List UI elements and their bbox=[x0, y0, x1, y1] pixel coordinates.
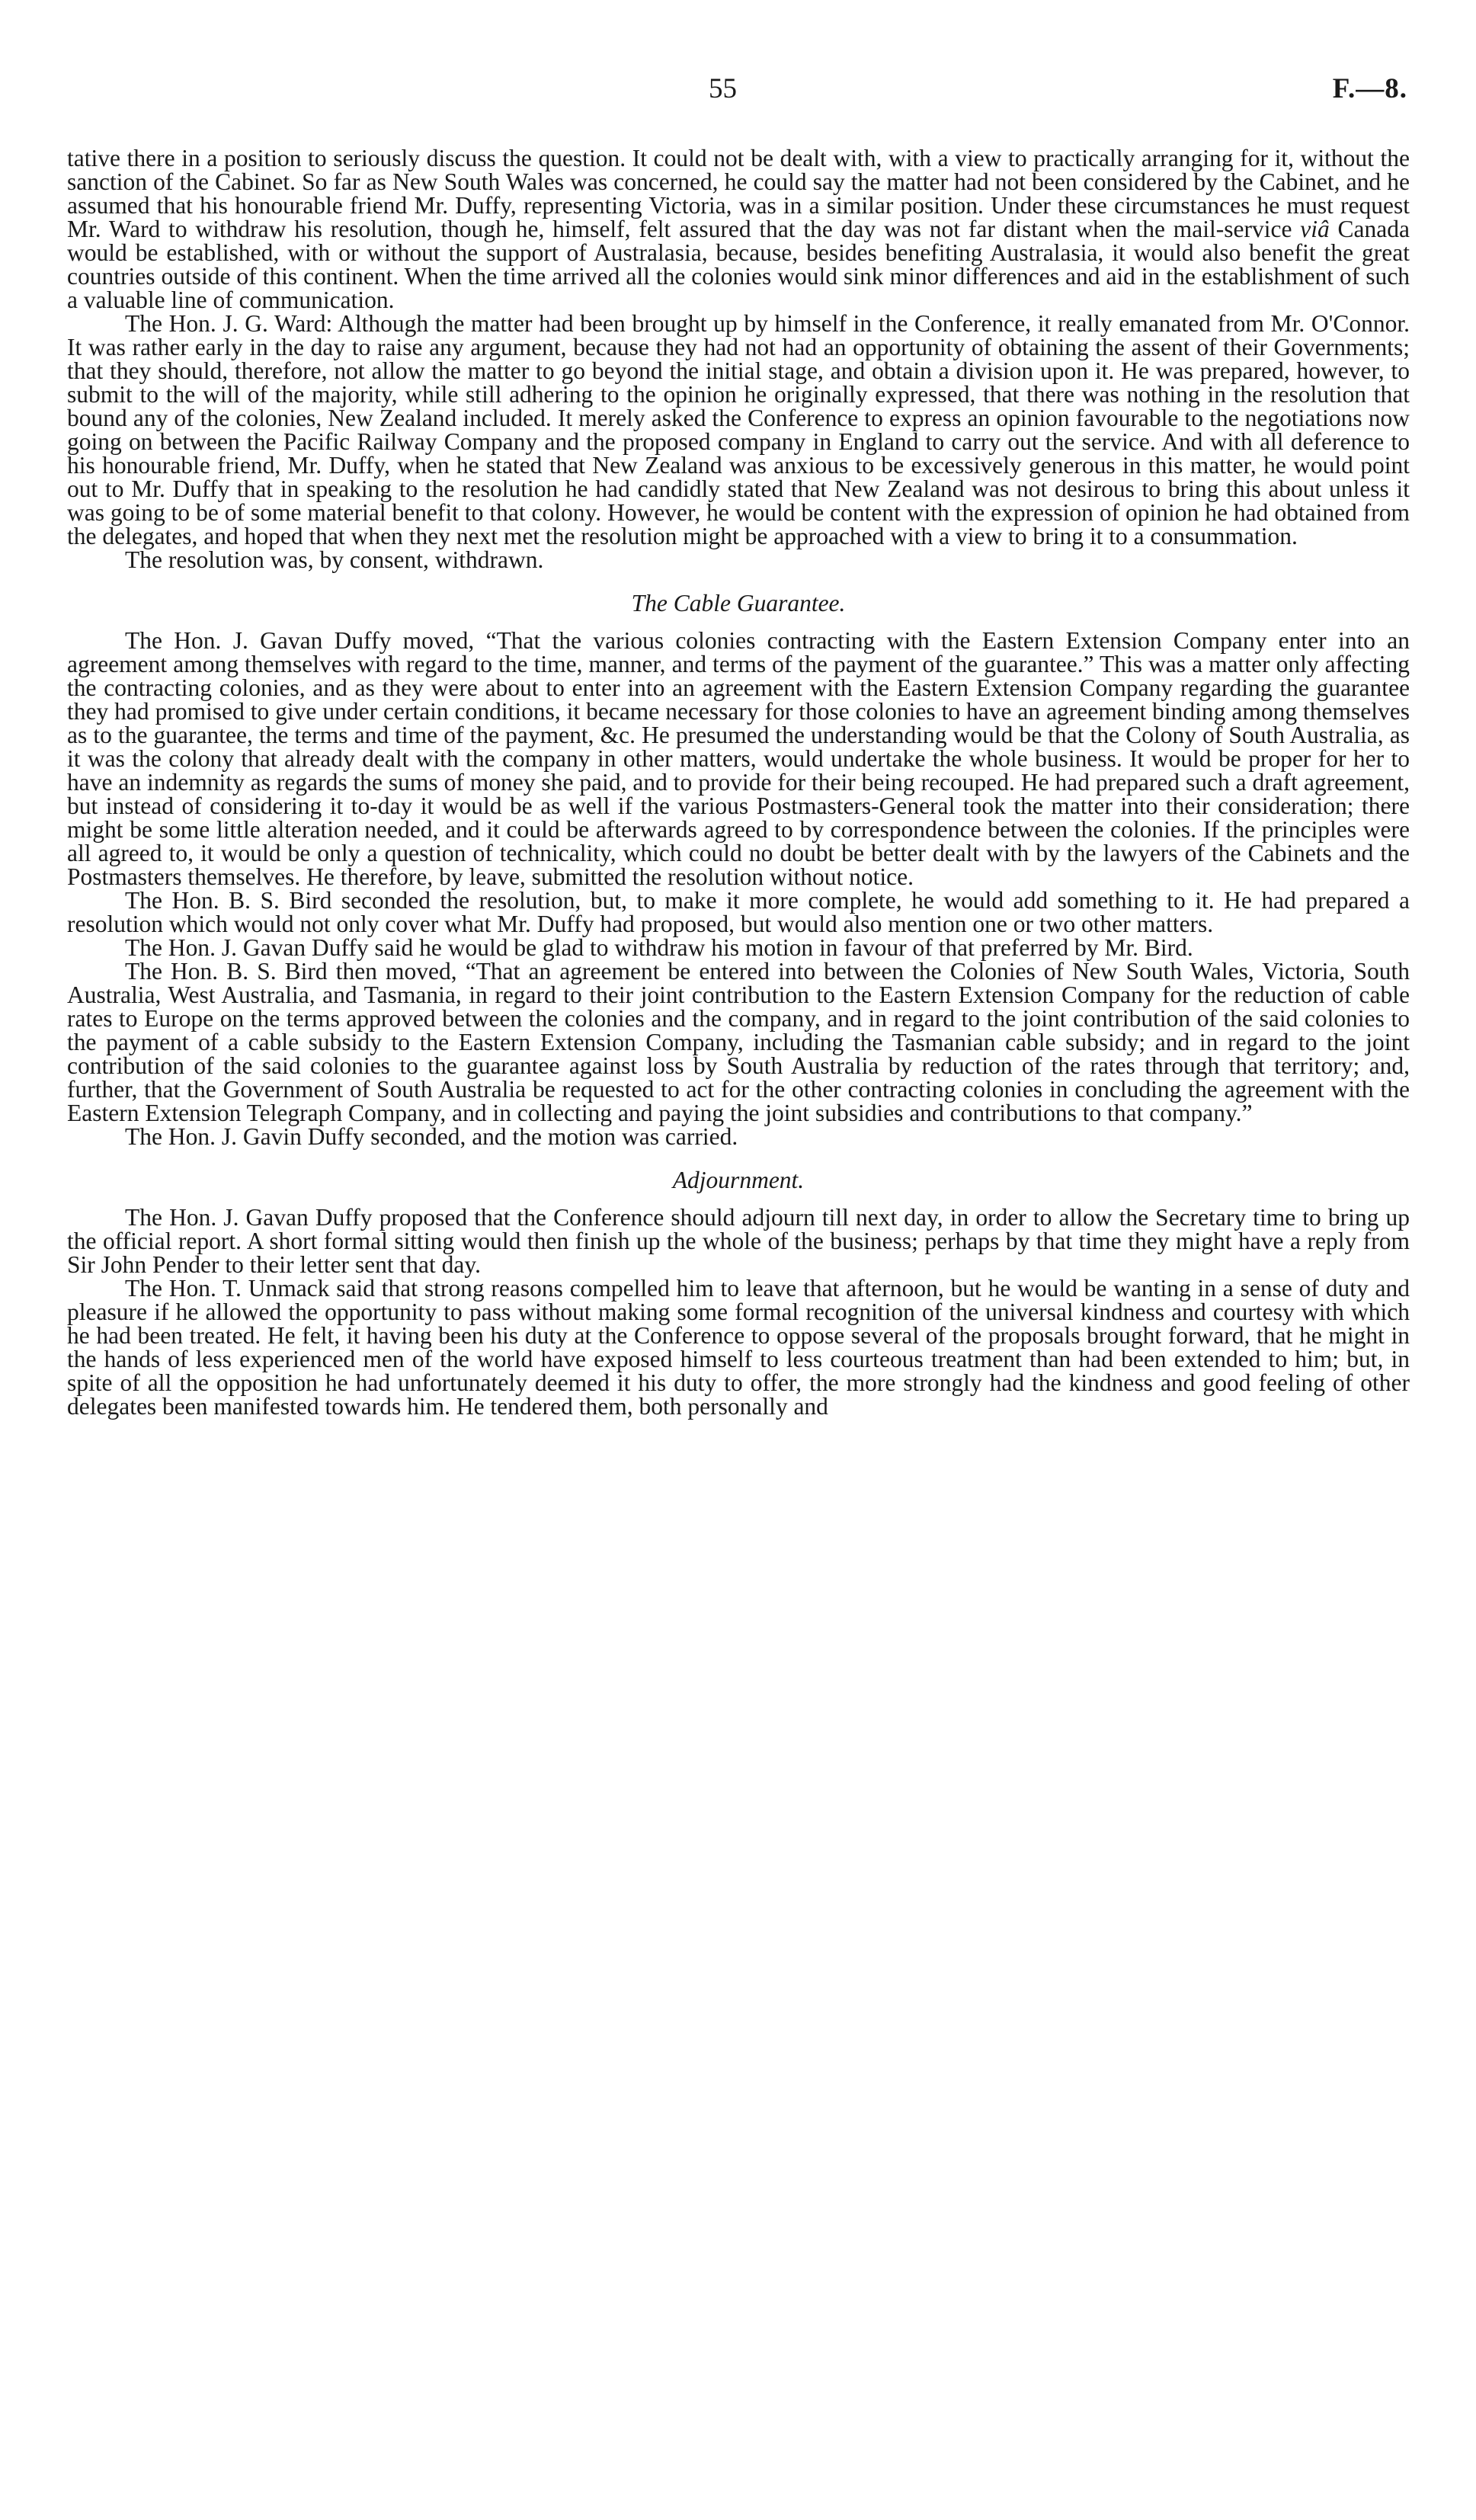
paragraph: The Hon. J. Gavan Duffy moved, “That the various colonies contracting with the Eastern Extension Company enter into an agreement among themselves with regard to the time, manner, and terms of the payment of the guarantee.” This was a matter only affecting the contracting colonies, and as they were about to enter into an agreement with the Eastern Extension Company regarding the guarantee they had promised to give under certain conditions, it became necessary for those colonies to have an agreement binding among themselves as to the guarantee, the terms and time of the payment, &c. He presumed the understanding would be that the Colony of South Australia, as it was the colony that already dealt with the company in other matters, would undertake the whole business. It would be proper for her to have an indemnity as regards the sums of money she paid, and to provide for their being recouped. He had prepared such a draft agreement, but instead of considering it to-day it would be as well if the various Postmasters-General took the matter into their consideration; there might be some little alteration needed, and it could be afterwards agreed to by correspondence between the colonies. If the principles were all agreed to, it would be only a question of technicality, which could no doubt be better dealt with by the lawyers of the Cabinets and the Postmasters themselves. He therefore, by leave, submitted the resolution without notice. bbox=[67, 627, 1410, 890]
paragraph: The Hon. J. Gavan Duffy proposed that the Conference should adjourn till next day, in order to allow the Secretary time to bring up the official report. A short formal sitting would then finish up the whole of the business; perhaps by that time they might have a reply from Sir John Pender to their letter sent that day. bbox=[67, 1204, 1410, 1278]
section-heading-cable-guarantee: The Cable Guarantee. bbox=[631, 590, 846, 616]
paragraph: The Hon. B. S. Bird then moved, “That an agreement be entered into between the Colonies of New South Wales, Victoria, South Australia, West Australia, and Tasmania, in regard to their joint contribution to the Eastern Extension Company for the reduction of cable rates to Europe on the terms approved between the colonies and the company, and in regard to the joint contribution of the said colonies to the payment of a cable subsidy to the Eastern Extension Company, including the Tasmanian cable subsidy; and in regard to the joint contribution of the said colonies to the guarantee against loss by South Australia by reduction of the rates through that territory; and, further, that the Government of South Australia be requested to act for the other contracting colonies in concluding the agreement with the Eastern Extension Telegraph Company, and in collecting and paying the joint subsidies and contributions to that company.” bbox=[67, 958, 1410, 1126]
body-text bbox=[67, 146, 1410, 1418]
paragraph: The Hon. B. S. Bird seconded the resolution, but, to make it more complete, he would add something to it. He had prepared a resolution which would not only cover what Mr. Duffy had proposed, but would also mention one or two other matters. bbox=[67, 887, 1410, 937]
paragraph: The Hon. J. G. Ward: Although the matter had been brought up by himself in the Conference, it really emanated from Mr. O'Connor. It was rather early in the day to raise any argument, because they had not had an opportunity of obtaining the assent of their Governments; that they should, therefore, not allow the matter to go beyond the initial stage, and obtain a division upon it. He was prepared, however, to submit to the will of the majority, while still adhering to the opinion he originally expressed, that there was nothing in the resolution that bound any of the colonies, New Zealand included. It merely asked the Conference to express an opinion favourable to the negotiations now going on between the Pacific Railway Company and the proposed company in England to carry out the service. And with all deference to his honourable friend, Mr. Duffy, when he stated that New Zealand was anxious to be excessively generous in this matter, he would point out to Mr. Duffy that in speaking to the resolution he had candidly stated that New Zealand was not desirous to bring this about unless it was going to be of some material benefit to that colony. However, he would be content with the expression of opinion he had obtained from the delegates, and hoped that when they next met the resolution might be approached with a view to bring it to a consummation. bbox=[67, 310, 1410, 549]
paragraph: The Hon. T. Unmack said that strong reasons compelled him to leave that afternoon, but he would be wanting in a sense of duty and pleasure if he allowed the opportunity to pass without making some formal recognition of the universal kindness and courtesy with which he had been treated. He felt, it having been his duty at the Conference to oppose several of the proposals brought forward, that he might in the hands of less experienced men of the world have exposed himself to less courteous treatment than had been extended to him; but, in spite of all the opposition he had unfortunately deemed it his duty to offer, the more strongly had the kindness and good feeling of other delegates been manifested towards him. He tendered them, both personally and bbox=[67, 1275, 1410, 1420]
paragraph: The resolution was, by consent, withdrawn. bbox=[125, 546, 544, 573]
page-header bbox=[0, 72, 1476, 110]
document-reference: F.—8. bbox=[1332, 73, 1407, 104]
via-italic: viâ bbox=[1300, 216, 1330, 242]
paragraph: tative there in a position to seriously discuss the question. It could not be dealt with, with a view to practically arranging for it, without the sanction of the Cabinet. So far as New South Wales was concerned, he could say the matter had not been considered by the Cabinet, and he assumed that his honourable friend Mr. Duffy, representing Victoria, was in a similar position. Under these circumstances he must request Mr. Ward to withdraw his resolution, though he, himself, felt assured that the day was not far distant when the mail-service viâ Canada would be established, with or without the support of Australasia, because, besides benefiting Australasia, it would also benefit the great countries outside of this continent. When the time arrived all the colonies would sink minor differences and aid in the establishment of such a valuable line of communication. bbox=[67, 145, 1410, 313]
paragraph: The Hon. J. Gavin Duffy seconded, and the motion was carried. bbox=[125, 1123, 738, 1150]
section-heading-adjournment: Adjournment. bbox=[672, 1167, 805, 1193]
paragraph: The Hon. J. Gavan Duffy said he would be glad to withdraw his motion in favour of that preferred by Mr. Bird. bbox=[125, 934, 1193, 961]
page-number: 55 bbox=[709, 73, 737, 104]
